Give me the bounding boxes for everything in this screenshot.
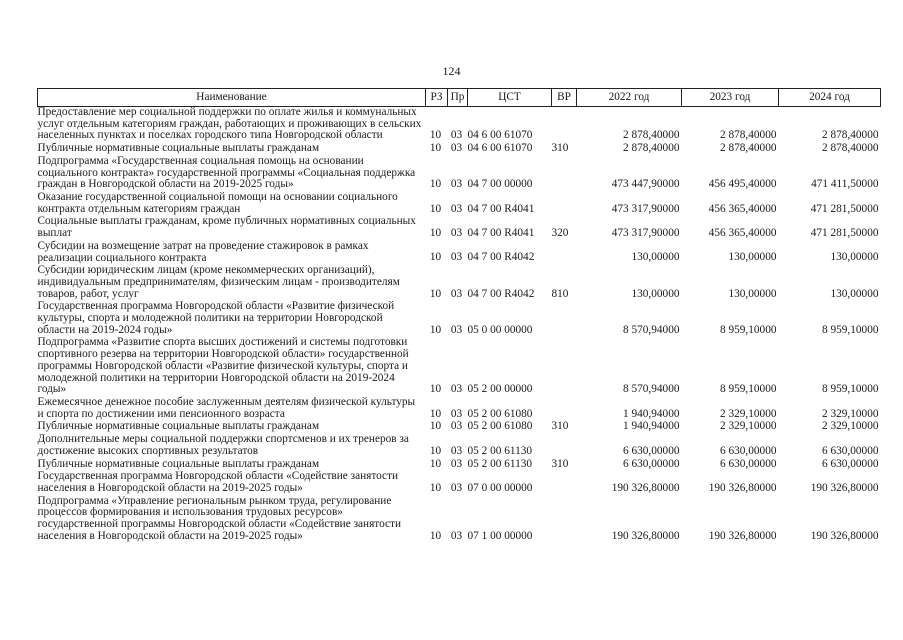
row-2023-value: 2 878,40000 (720, 142, 777, 155)
row-vr (552, 301, 577, 337)
row-cst: 04 7 00 R4041 (467, 202, 535, 215)
row-pr: 03 (450, 457, 463, 470)
row-2023-value: 2 329,10000 (720, 407, 777, 420)
row-2022-value: 473 317,90000 (611, 202, 680, 215)
header-cst: ЦСТ (468, 89, 552, 107)
row-2024-value: 2 878,40000 (822, 129, 879, 142)
row-2024-value: 2 329,10000 (822, 407, 879, 420)
row-2023-value: 8 959,10000 (720, 323, 777, 336)
row-name: Дополнительные меры социальной поддержки спортсменов и их тренеров за достижение высоких спортивных результатов (37, 433, 409, 457)
row-2023-value: 190 326,80000 (708, 529, 777, 542)
row-name: Субсидии на возмещение затрат на проведение стажировок в рамках реализации социального контракта (37, 239, 369, 264)
row-vr (552, 241, 577, 265)
row-2022-value: 473 317,90000 (611, 227, 680, 240)
table-body (38, 107, 881, 544)
row-rz: 10 (429, 142, 442, 155)
row-vr (552, 471, 577, 495)
row-2024-value: 471 281,50000 (810, 227, 879, 240)
row-rz: 10 (429, 202, 442, 215)
row-2023-value: 6 630,00000 (720, 444, 777, 457)
row-pr: 03 (450, 529, 463, 542)
header-2023: 2023 год (682, 89, 779, 107)
row-cst: 04 7 00 R4041 (467, 227, 535, 240)
table-row (38, 471, 881, 495)
row-name: Публичные нормативные социальные выплаты гражданам (37, 142, 320, 155)
row-rz: 10 (429, 529, 442, 542)
row-2023-value: 456 495,40000 (708, 178, 777, 191)
header-2024: 2024 год (779, 89, 881, 107)
row-2022-value: 190 326,80000 (611, 529, 680, 542)
row-name: Ежемесячное денежное пособие заслуженным деятелям физической культуры и спорта по достижении ими пенсионного возраста (37, 395, 416, 420)
row-2022-value: 190 326,80000 (611, 481, 680, 494)
table-row (38, 337, 881, 397)
row-vr: 320 (551, 227, 569, 240)
row-pr: 03 (450, 323, 463, 336)
row-2022-value: 1 940,94000 (623, 420, 680, 433)
row-rz: 10 (429, 287, 442, 300)
row-vr: 310 (551, 457, 569, 470)
row-2024-value: 190 326,80000 (810, 529, 879, 542)
row-cst: 07 1 00 00000 (467, 529, 533, 542)
row-2022-value: 2 878,40000 (623, 142, 680, 155)
row-vr: 810 (551, 287, 569, 300)
row-pr: 03 (450, 142, 463, 155)
row-cst: 05 2 00 61130 (467, 457, 533, 470)
row-2022-value: 1 940,94000 (623, 407, 680, 420)
row-pr: 03 (450, 129, 463, 142)
row-cst: 05 2 00 61080 (467, 420, 533, 433)
row-name: Предоставление мер социальной поддержки по оплате жилья и коммунальных услуг отдельным категориям граждан, работающих и проживающих в сельских населенных пунктах и поселках городского типа Новгородской области (37, 106, 422, 142)
row-2024-value: 190 326,80000 (810, 481, 879, 494)
row-vr (552, 192, 577, 216)
row-cst: 05 2 00 61080 (467, 407, 533, 420)
row-cst: 04 6 00 61070 (467, 129, 533, 142)
row-name: Публичные нормативные социальные выплаты гражданам (37, 457, 320, 470)
table-row (38, 192, 881, 216)
table-header-row (38, 89, 881, 107)
row-pr: 03 (450, 287, 463, 300)
row-vr: 310 (551, 420, 569, 433)
row-2024-value: 130,00000 (830, 287, 879, 300)
row-2022-value: 8 570,94000 (623, 323, 680, 336)
row-rz: 10 (429, 407, 442, 420)
row-2022-value: 8 570,94000 (623, 383, 680, 396)
table-row (38, 143, 881, 156)
table-row (38, 107, 881, 144)
row-pr: 03 (450, 420, 463, 433)
row-2024-value: 471 411,50000 (811, 178, 879, 191)
row-cst: 04 7 00 R4042 (467, 251, 535, 264)
row-vr (552, 156, 577, 192)
row-name: Публичные нормативные социальные выплаты гражданам (37, 420, 320, 433)
row-pr: 03 (450, 202, 463, 215)
row-pr: 03 (450, 481, 463, 494)
row-vr (552, 337, 577, 397)
row-cst: 07 0 00 00000 (467, 481, 533, 494)
row-rz: 10 (429, 323, 442, 336)
row-2023-value: 2 329,10000 (720, 420, 777, 433)
budget-table (37, 88, 881, 544)
header-name: Наименование (38, 89, 426, 107)
row-rz: 10 (429, 383, 442, 396)
row-rz: 10 (429, 178, 442, 191)
row-2023-value: 2 878,40000 (720, 129, 777, 142)
row-cst: 05 2 00 61130 (467, 444, 533, 457)
row-vr (552, 107, 577, 144)
row-pr: 03 (450, 407, 463, 420)
row-rz: 10 (429, 457, 442, 470)
row-name: Субсидии юридическим лицам (кроме некоммерческих организаций), индивидуальным предпринимателям, физическим лицам - производителям товаров, работ, услуг (37, 264, 400, 300)
row-2024-value: 8 959,10000 (822, 323, 879, 336)
table-row (38, 434, 881, 458)
row-name: Социальные выплаты гражданам, кроме публичных нормативных социальных выплат (37, 215, 416, 240)
row-vr (552, 397, 577, 421)
header-pr: Пр (448, 89, 468, 107)
row-2023-value: 456 365,40000 (708, 202, 777, 215)
row-2024-value: 130,00000 (830, 251, 879, 264)
row-cst: 04 7 00 00000 (467, 178, 533, 191)
row-name: Государственная программа Новгородской области «Развитие физической культуры, спорта и молодежной политики на территории Новгородской области на 2019-2024 годы» (37, 300, 395, 336)
row-2023-value: 8 959,10000 (720, 383, 777, 396)
row-2023-value: 190 326,80000 (708, 481, 777, 494)
row-rz: 10 (429, 251, 442, 264)
row-name: Оказание государственной социальной помощи на основании социального контракта отдельным категориям граждан (37, 191, 398, 215)
table-row (38, 397, 881, 421)
row-pr: 03 (450, 251, 463, 264)
row-name: Подпрограмма «Управление региональным рынком труда, регулирование процессов формирования и использования трудовых ресурсов» государственной программы Новгородской области «Содействие занятости населения в Новгородской области на 2019-2025 годы» (37, 494, 401, 542)
row-name: Подпрограмма «Государственная социальная помощь на основании социального контракта» государственной программы «Социальная поддержка граждан в Новгородской области на 2019-2025 годы» (37, 154, 416, 191)
row-name: Государственная программа Новгородской области «Содействие занятости населения в Новгородской области на 2019-2025 годы» (37, 470, 399, 495)
row-rz: 10 (429, 481, 442, 494)
row-name: Подпрограмма «Развитие спорта высших достижений и системы подготовки спортивного резерва на территории Новгородской области» государственной программы Новгородской области «Развитие физической культуры, спорта и молодежной политики на территории Новгородской области на 2019-2024 годы» (37, 336, 409, 396)
row-2022-value: 6 630,00000 (623, 444, 680, 457)
row-2024-value: 2 329,10000 (822, 420, 879, 433)
table-row (38, 156, 881, 192)
row-pr: 03 (450, 227, 463, 240)
page-number: 124 (442, 64, 461, 78)
row-2022-value: 6 630,00000 (623, 457, 680, 470)
row-2023-value: 130,00000 (728, 251, 777, 264)
row-rz: 10 (429, 227, 442, 240)
table-row (38, 301, 881, 337)
row-rz: 10 (429, 129, 442, 142)
header-rz: РЗ (426, 89, 448, 107)
header-vr: ВР (552, 89, 577, 107)
row-2024-value: 471 281,50000 (810, 202, 879, 215)
row-cst: 04 6 00 61070 (467, 142, 533, 155)
header-2022: 2022 год (577, 89, 682, 107)
row-2024-value: 2 878,40000 (822, 142, 879, 155)
table-row (38, 265, 881, 301)
row-2022-value: 130,00000 (631, 251, 680, 264)
row-pr: 03 (450, 178, 463, 191)
table-row (38, 496, 881, 544)
row-2024-value: 8 959,10000 (822, 383, 879, 396)
row-pr: 03 (450, 383, 463, 396)
row-pr: 03 (450, 444, 463, 457)
row-2023-value: 456 365,40000 (708, 227, 777, 240)
row-rz: 10 (429, 420, 442, 433)
row-cst: 04 7 00 R4042 (467, 287, 535, 300)
row-rz: 10 (429, 444, 442, 457)
row-vr (552, 434, 577, 458)
table-row (38, 216, 881, 240)
row-2022-value: 473 447,90000 (611, 178, 680, 191)
table-row (38, 241, 881, 265)
row-2022-value: 2 878,40000 (623, 129, 680, 142)
row-cst: 05 0 00 00000 (467, 323, 533, 336)
row-2023-value: 130,00000 (728, 287, 777, 300)
row-vr (552, 496, 577, 544)
row-2024-value: 6 630,00000 (822, 457, 879, 470)
row-2022-value: 130,00000 (631, 287, 680, 300)
row-vr: 310 (551, 142, 569, 155)
row-cst: 05 2 00 00000 (467, 383, 533, 396)
row-2023-value: 6 630,00000 (720, 457, 777, 470)
row-2024-value: 6 630,00000 (822, 444, 879, 457)
